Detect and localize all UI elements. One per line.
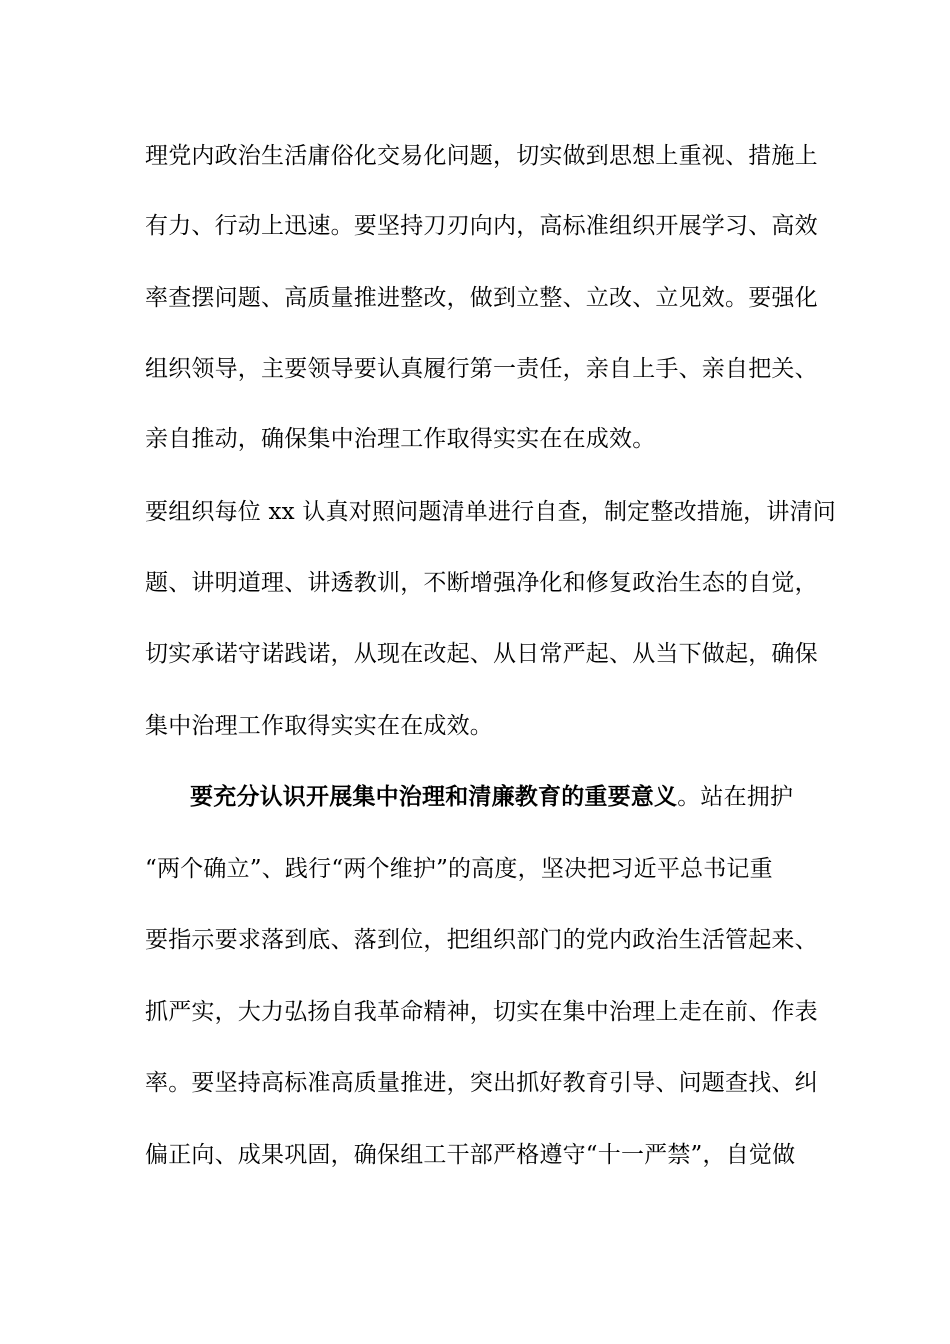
paragraph-line: 要组织每位 xx 认真对照问题清单进行自查，制定整改措施，讲清问	[145, 499, 836, 525]
paragraph-text: 。站在拥护	[677, 784, 794, 810]
paragraph-line: 偏正向、成果巩固，确保组工干部严格遵守“十一严禁”，自觉做	[145, 1142, 796, 1168]
paragraph-line: 要指示要求落到底、落到位，把组织部门的党内政治生活管起来、	[145, 927, 818, 953]
paragraph-line: 集中治理工作取得实实在在成效。	[145, 713, 493, 739]
paragraph-line: 组织领导，主要领导要认真履行第一责任，亲自上手、亲自把关、	[145, 356, 818, 382]
paragraph-line: 理党内政治生活庸俗化交易化问题，切实做到思想上重视、措施上	[145, 143, 818, 169]
paragraph-line: 率查摆问题、高质量推进整改，做到立整、立改、立见效。要强化	[145, 285, 818, 311]
paragraph-first-line	[190, 782, 870, 812]
paragraph-line: 亲自推动，确保集中治理工作取得实实在在成效。	[145, 426, 656, 452]
paragraph-heading: 要充分认识开展集中治理和清廉教育的重要意义	[190, 783, 678, 810]
paragraph-line: 有力、行动上迅速。要坚持刀刃向内，高标准组织开展学习、高效	[145, 213, 818, 239]
paragraph-line: “两个确立”、践行“两个维护”的高度，坚决把习近平总书记重	[145, 856, 773, 882]
paragraph-line: 切实承诺守诺践诺，从现在改起、从日常严起、从当下做起，确保	[145, 641, 818, 667]
paragraph-line: 抓严实，大力弘扬自我革命精神，切实在集中治理上走在前、作表	[145, 999, 818, 1025]
paragraph-line: 题、讲明道理、讲透教训，不断增强净化和修复政治生态的自觉，	[145, 570, 818, 596]
paragraph-line: 率。要坚持高标准高质量推进，突出抓好教育引导、问题查找、纠	[145, 1070, 818, 1096]
